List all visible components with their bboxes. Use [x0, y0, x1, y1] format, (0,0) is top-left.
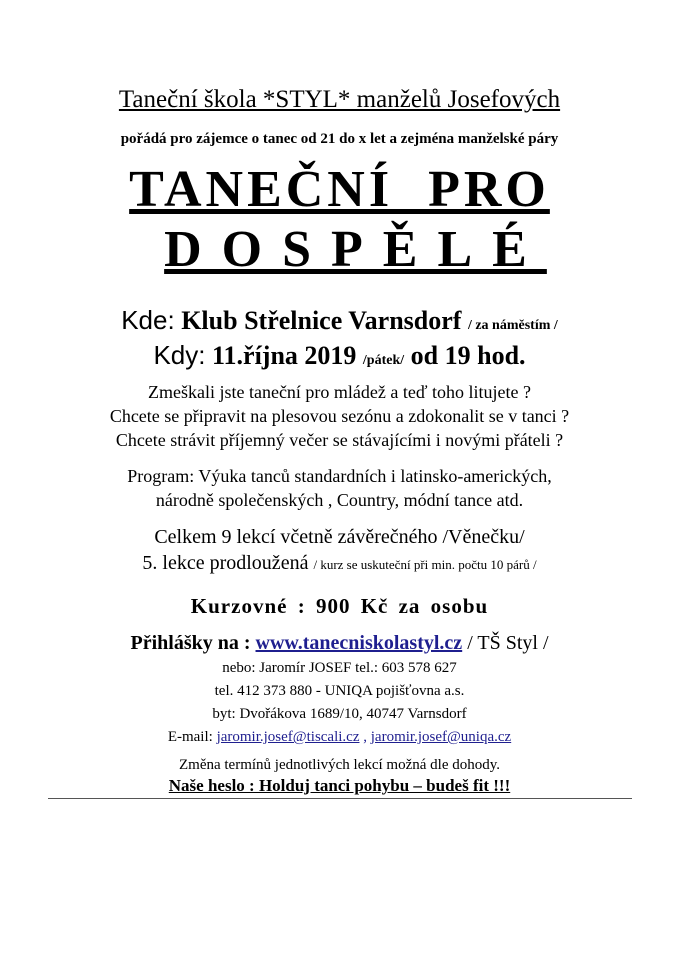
- contact-phone: nebo: Jaromír JOSEF tel.: 603 578 627: [222, 660, 457, 676]
- price: Kurzovné : 900 Kč za osobu: [190, 594, 489, 618]
- main-title-line1: TANEČNÍ PRO: [129, 161, 550, 218]
- when-label: Kdy:: [153, 340, 206, 370]
- registration-line: [0, 632, 679, 655]
- email-link-tiscali[interactable]: jaromir.josef@tiscali.cz: [216, 729, 360, 745]
- lessons-line-1: Celkem 9 lekcí včetně závěrečného /Věnečku/: [154, 526, 525, 548]
- divider-line: [48, 798, 632, 799]
- program-line-2: národně společenských , Country, módní tance atd.: [155, 490, 524, 510]
- when-day: /pátek/: [362, 353, 405, 368]
- contact-address: byt: Dvořákova 1689/10, 40747 Varnsdorf: [212, 706, 467, 722]
- contact-office: tel. 412 373 880 - UNIQA pojišťovna a.s.: [214, 683, 465, 699]
- schedule-change-note: Změna termínů jednotlivých lekcí možná dle dohody.: [178, 757, 501, 773]
- when-time: od 19 hod.: [410, 341, 526, 370]
- when-date: 11.října 2019: [211, 341, 357, 370]
- lessons-extended: 5. lekce prodloužená: [142, 552, 309, 574]
- email-separator: ,: [363, 729, 367, 745]
- question-3: Chcete strávit příjemný večer se stávajícími i novými přáteli ?: [115, 430, 564, 450]
- email-link-uniqa[interactable]: jaromir.josef@uniqa.cz: [370, 729, 512, 745]
- question-1: Zmeškali jste taneční pro mládež a teď toho litujete ?: [147, 382, 531, 402]
- main-title-line2: DOSPĚLÉ: [164, 221, 547, 278]
- subtitle: pořádá pro zájemce o tanec od 21 do x let a zejména manželské páry: [120, 131, 559, 147]
- where-note: / za náměstím /: [467, 318, 558, 333]
- where-place: Klub Střelnice Varnsdorf: [181, 306, 462, 335]
- motto: Naše heslo : Holduj tanci pohybu – budeš fit !!!: [168, 776, 511, 795]
- website-link[interactable]: www.tanecniskolastyl.cz: [255, 632, 463, 654]
- registration-label: Přihlášky na :: [130, 632, 251, 654]
- registration-after: / TŠ Styl /: [467, 632, 549, 654]
- lessons-note: / kurz se uskuteční při min. počtu 10 párů /: [313, 557, 537, 572]
- program-line-1: Program: Výuka tanců standardních i latinsko-amerických,: [127, 466, 552, 486]
- school-name: Taneční škola *STYL* manželů Josefových: [118, 86, 561, 113]
- where-line: [0, 305, 679, 336]
- email-label: E-mail:: [167, 729, 213, 745]
- question-2: Chcete se připravit na plesovou sezónu a zdokonalit se v tanci ?: [109, 406, 570, 426]
- when-line: [0, 340, 679, 371]
- lessons-line-2: [0, 552, 679, 575]
- where-label: Kde:: [121, 305, 175, 335]
- email-line: [0, 729, 679, 746]
